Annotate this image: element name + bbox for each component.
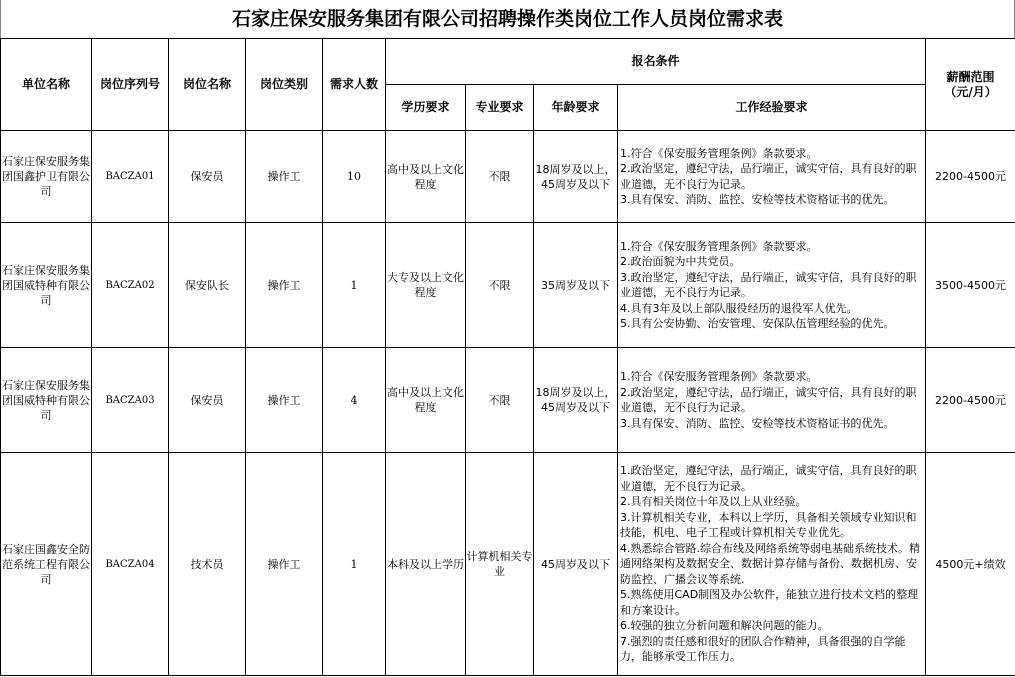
cell-experience (618, 131, 926, 223)
experience-item: 2.具有相关岗位十年及以上从业经验。 (620, 495, 807, 509)
experience-item: 4.具有3年及以上部队服役经历的退役军人优先。 (620, 301, 858, 315)
cell-experience (618, 348, 926, 453)
experience-item: 5.熟练使用CAD制图及办公软件，能独立进行技术文档的整理和方案设计。 (620, 588, 919, 617)
header-salary-unit: （元/月） (944, 84, 997, 99)
cell-age: 18周岁及以上，45周岁及以下 (534, 131, 618, 223)
cell-category: 操作工 (246, 223, 323, 348)
cell-count: 1 (323, 453, 386, 676)
header-major: 专业要求 (466, 85, 534, 131)
cell-code: BACZA01 (92, 131, 169, 223)
table-row (1, 131, 1015, 223)
header-position: 岗位名称 (169, 39, 246, 131)
header-category: 岗位类别 (246, 39, 323, 131)
experience-item: 6.较强的独立分析问题和解决问题的能力。 (620, 619, 829, 633)
cell-education: 高中及以上文化程度 (386, 348, 466, 453)
table-row (1, 348, 1015, 453)
experience-item: 7.强烈的责任感和很好的团队合作精神，具备很强的自学能力，能够承受工作压力。 (620, 634, 906, 664)
cell-category: 操作工 (246, 131, 323, 223)
cell-education: 本科及以上学历 (386, 453, 466, 676)
header-count: 需求人数 (323, 39, 386, 131)
experience-item: 3.具有保安、消防、监控、安检等技术资格证书的优先。 (620, 416, 895, 430)
cell-count: 10 (323, 131, 386, 223)
experience-item: 3.计算机相关专业，本科以上学历，具备相关领域专业知识和技能，机电、电子工程或计算机相关专业优先。 (620, 510, 917, 540)
header-salary-label: 薪酬范围 (946, 69, 995, 84)
cell-salary: 2200-4500元 (926, 348, 1015, 453)
experience-item: 2.政治坚定，遵纪守法，品行端正，诚实守信，具有良好的职业道德，无不良行为记录。 (620, 385, 917, 414)
cell-age: 45周岁及以下 (534, 453, 618, 676)
cell-count: 1 (323, 223, 386, 348)
cell-position: 保安员 (169, 348, 246, 453)
header-education: 学历要求 (386, 85, 466, 131)
cell-unit: 石家庄保安服务集团国鑫护卫有限公司 (1, 131, 92, 223)
experience-item: 3.具有保安、消防、监控、安检等技术资格证书的优先。 (620, 193, 895, 206)
header-experience: 工作经验要求 (618, 85, 926, 131)
experience-item: 4.熟悉综合管路.综合布线及网络系统等弱电基础系统技术。精通网络架构及数据安全、数据计算存储与备份、数据机房、安防监控、广播会议等系统. (620, 541, 920, 586)
experience-item: 2.政治面貌为中共党员。 (620, 255, 741, 268)
experience-item: 1.符合《保安服务管理条例》条款要求。 (620, 146, 818, 160)
cell-experience (618, 453, 926, 676)
header-age: 年龄要求 (534, 85, 618, 131)
cell-salary: 2200-4500元 (926, 131, 1015, 223)
cell-age: 35周岁及以下 (534, 223, 618, 348)
cell-unit: 石家庄保安服务集团国威特种有限公司 (1, 223, 92, 348)
table-row (1, 223, 1015, 348)
cell-position: 保安队长 (169, 223, 246, 348)
cell-unit: 石家庄国鑫安全防范系统工程有限公司 (1, 453, 92, 676)
cell-major: 不限 (466, 348, 534, 453)
header-salary (926, 39, 1015, 131)
header-conditions: 报名条件 (386, 39, 926, 85)
header-unit: 单位名称 (1, 39, 92, 131)
experience-item: 1.符合《保安服务管理条例》条款要求。 (620, 370, 818, 383)
cell-age: 18周岁及以上，45周岁及以下 (534, 348, 618, 453)
job-requirements-table (0, 38, 1015, 676)
header-code: 岗位序列号 (92, 39, 169, 131)
cell-position: 技术员 (169, 453, 246, 676)
cell-code: BACZA03 (92, 348, 169, 453)
cell-salary: 3500-4500元 (926, 223, 1015, 348)
cell-salary: 4500元+绩效 (926, 453, 1015, 676)
experience-item: 1.符合《保安服务管理条例》条款要求。 (620, 239, 818, 253)
cell-code: BACZA04 (92, 453, 169, 676)
experience-item: 1.政治坚定，遵纪守法，品行端正，诚实守信，具有良好的职业道德，无不良行为记录。 (620, 464, 917, 493)
cell-education: 大专及以上文化程度 (386, 223, 466, 348)
cell-code: BACZA02 (92, 223, 169, 348)
cell-major: 计算机相关专业 (466, 453, 534, 676)
cell-unit: 石家庄保安服务集团国威特种有限公司 (1, 348, 92, 453)
cell-experience (618, 223, 926, 348)
cell-count: 4 (323, 348, 386, 453)
experience-item: 2.政治坚定，遵纪守法，品行端正，诚实守信，具有良好的职业道德，无不良行为记录。 (620, 162, 917, 191)
page-title: 石家庄保安服务集团有限公司招聘操作类岗位工作人员岗位需求表 (0, 0, 1015, 38)
table-row (1, 453, 1015, 676)
cell-education: 高中及以上文化程度 (386, 131, 466, 223)
cell-position: 保安员 (169, 131, 246, 223)
experience-item: 3.政治坚定，遵纪守法，品行端正，诚实守信，具有良好的职业道德，无不良行为记录。 (620, 270, 917, 299)
cell-major: 不限 (466, 223, 534, 348)
experience-item: 5.具有公安协勤、治安管理、安保队伍管理经验的优先。 (620, 317, 895, 330)
cell-category: 操作工 (246, 453, 323, 676)
cell-category: 操作工 (246, 348, 323, 453)
cell-major: 不限 (466, 131, 534, 223)
